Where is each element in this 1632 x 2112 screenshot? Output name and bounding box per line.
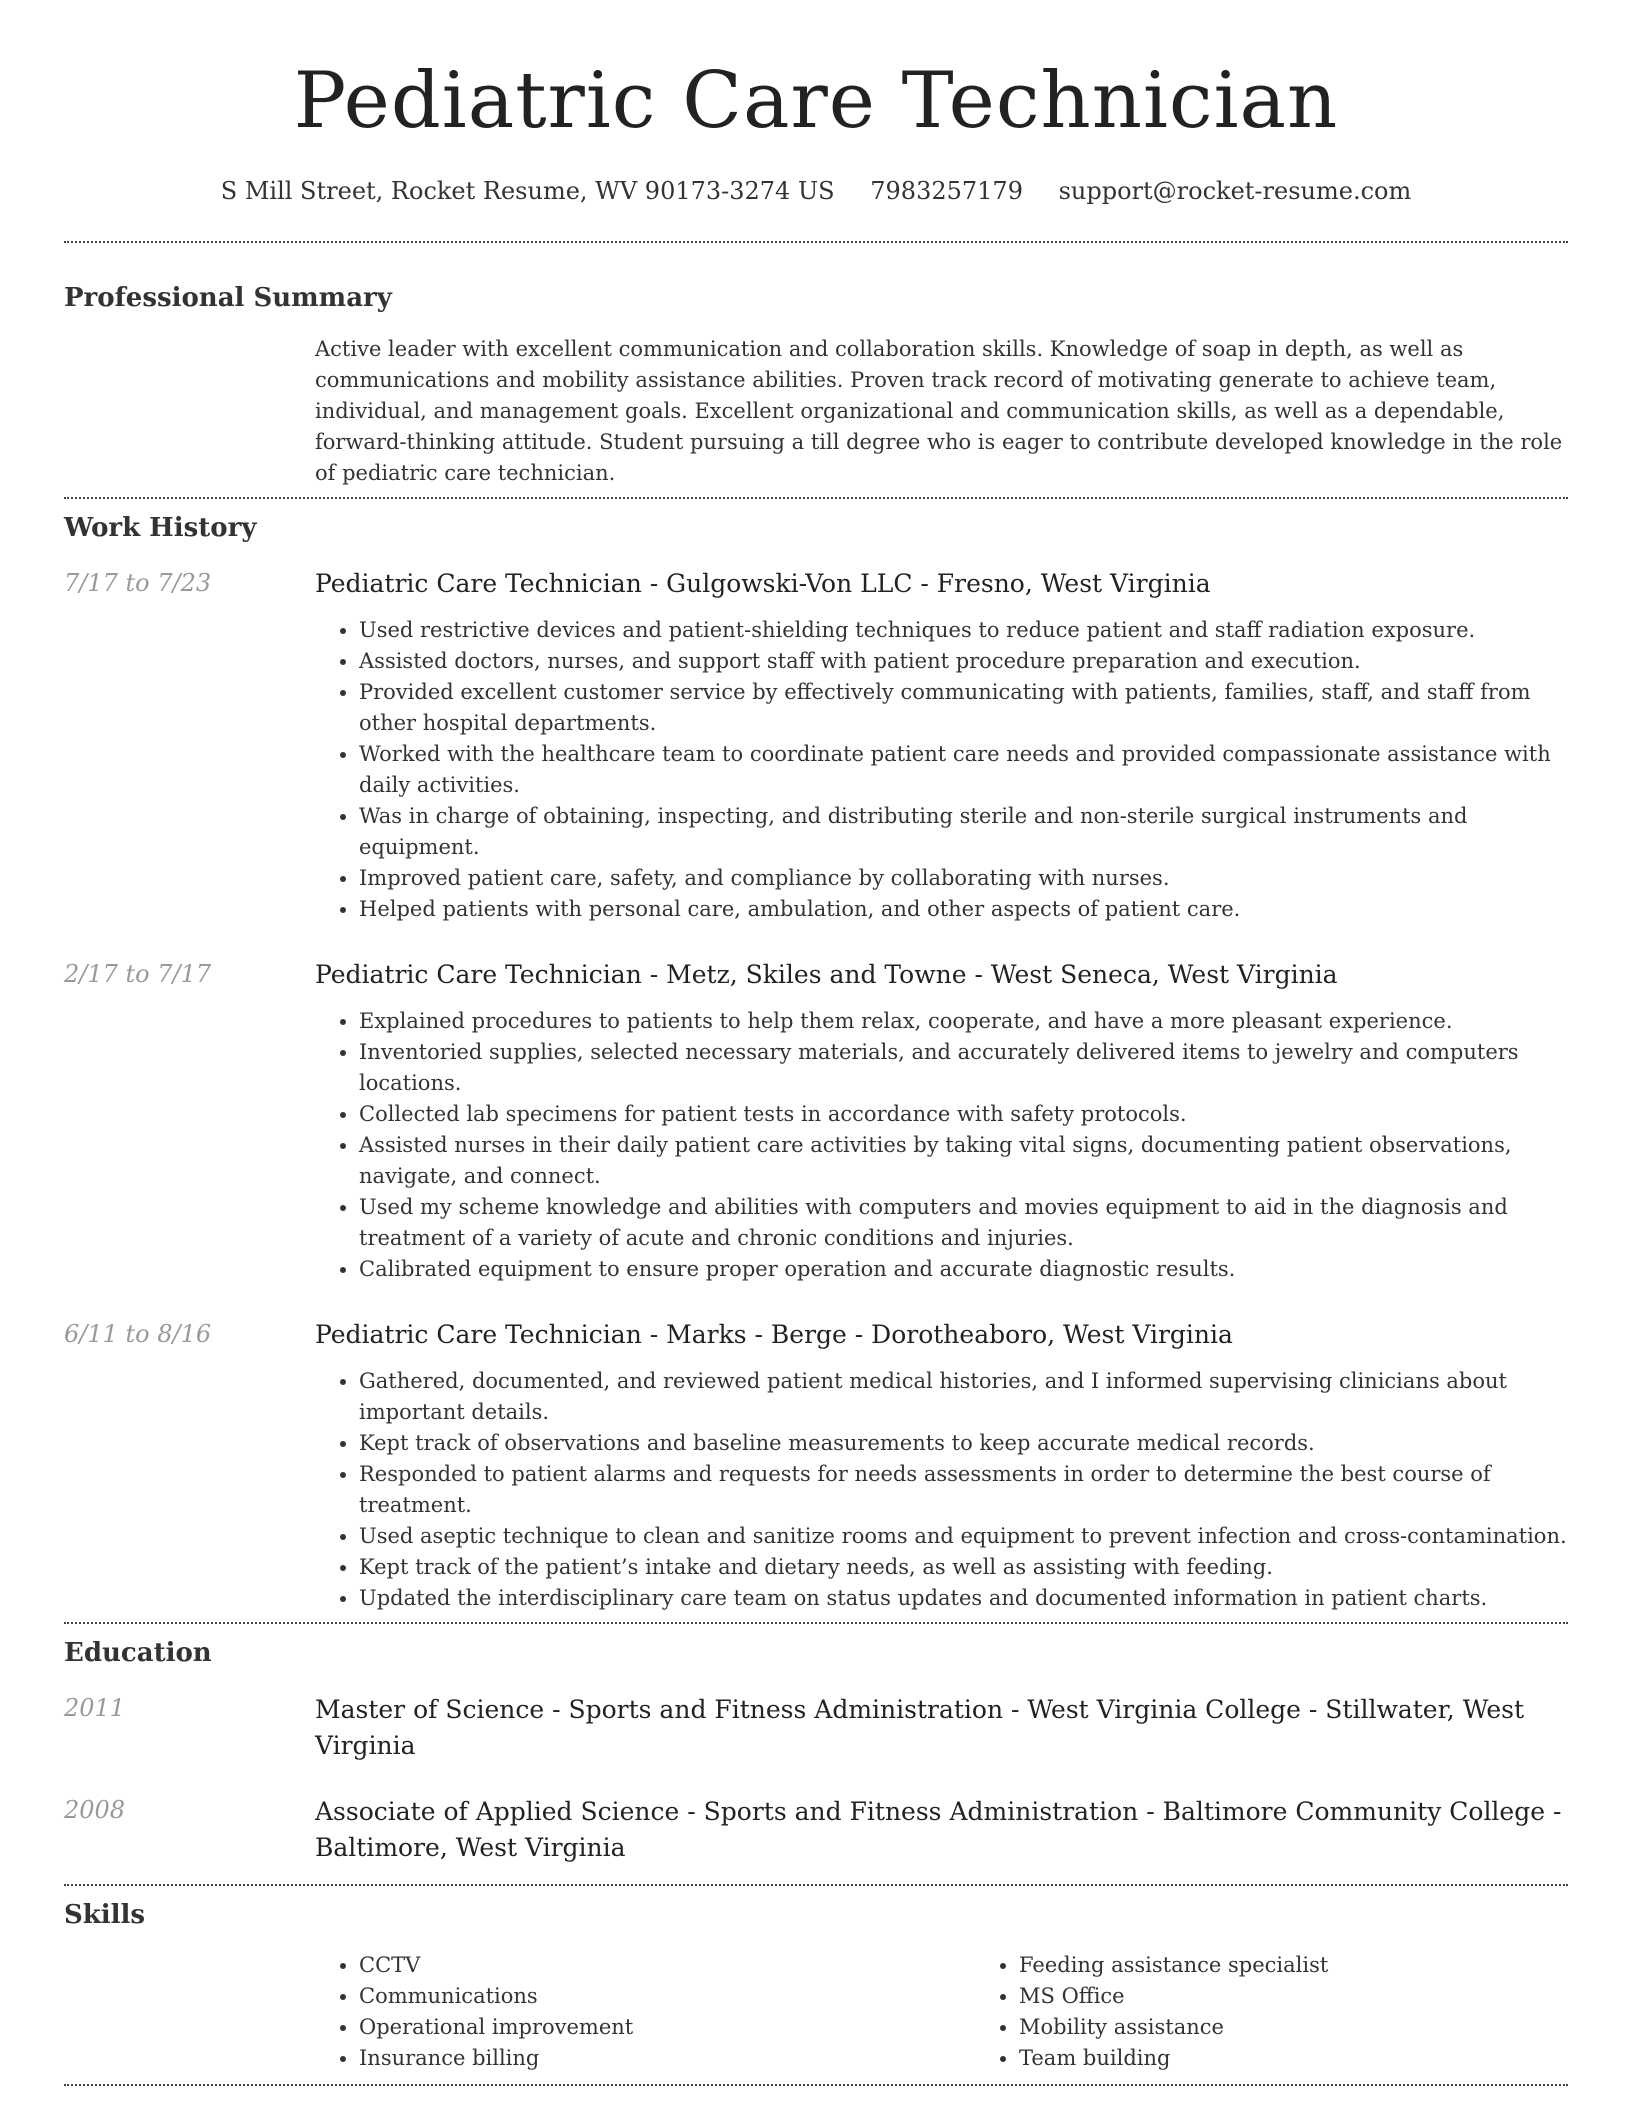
education-title: Education bbox=[64, 1638, 212, 1668]
list-item: • Used aseptic technique to clean and sanitize rooms and equipment to prevent infection and cross-contamination. bbox=[359, 1521, 1568, 1552]
job-heading: Pediatric Care Technician - Metz, Skiles and Towne - West Seneca, West Virginia bbox=[315, 960, 1338, 989]
list-item: • Provided excellent customer service by effectively communicating with patients, families, staff, and staff from other hospital departments. bbox=[359, 677, 1568, 739]
list-item: • Gathered, documented, and reviewed patient medical histories, and I informed supervising clinicians about important details. bbox=[359, 1366, 1568, 1428]
education-entry bbox=[64, 1794, 1568, 1866]
education-degree: Master of Science - Sports and Fitness Administration bbox=[315, 1695, 1004, 1724]
list-item: • Assisted nurses in their daily patient care activities by taking vital signs, documenting patient observations, navigate, and connect. bbox=[359, 1130, 1568, 1192]
education-entry bbox=[64, 1692, 1568, 1764]
education-year: 2008 bbox=[64, 1796, 126, 1824]
list-item: • Kept track of the patient’s intake and dietary needs, as well as assisting with feeding. bbox=[359, 1552, 1568, 1583]
job-entry bbox=[64, 567, 1568, 925]
contact-line bbox=[64, 174, 1568, 208]
list-item: • Kept track of observations and baseline measurements to keep accurate medical records. bbox=[359, 1428, 1568, 1459]
list-item: • Was in charge of obtaining, inspecting, and distributing sterile and non-sterile surgical instruments and equipment. bbox=[359, 801, 1568, 863]
list-item: • Helped patients with personal care, ambulation, and other aspects of patient care. bbox=[359, 894, 1568, 925]
job-dates: 6/11 to 8/16 bbox=[64, 1320, 212, 1348]
list-item: • Assisted doctors, nurses, and support staff with patient procedure preparation and execution. bbox=[359, 646, 1568, 677]
list-item: • Inventoried supplies, selected necessary materials, and accurately delivered items to jewelry and computers locations. bbox=[359, 1037, 1568, 1099]
job-dates: 2/17 to 7/17 bbox=[64, 960, 212, 988]
candidate-name: Pediatric Care Technician bbox=[293, 56, 1339, 146]
job-heading: Pediatric Care Technician - Gulgowski-Von LLC - Fresno, West Virginia bbox=[315, 569, 1211, 598]
skill-item: • MS Office bbox=[1019, 1981, 1632, 2012]
skill-item: • Feeding assistance specialist bbox=[1019, 1950, 1632, 1981]
job-bullets bbox=[315, 615, 1568, 925]
list-item: • Collected lab specimens for patient tests in accordance with safety protocols. bbox=[359, 1099, 1568, 1130]
education-year: 2011 bbox=[64, 1694, 126, 1722]
contact-email: support@rocket-resume.com bbox=[1058, 177, 1412, 205]
list-item: • Used restrictive devices and patient-shielding techniques to reduce patient and staff radiation exposure. bbox=[359, 615, 1568, 646]
list-item: • Explained procedures to patients to help them relax, cooperate, and have a more pleasant experience. bbox=[359, 1006, 1568, 1037]
job-entry bbox=[64, 1318, 1568, 1614]
education-degree: Associate of Applied Science - Sports and Fitness Administration bbox=[315, 1797, 1139, 1826]
list-item: • Responded to patient alarms and requests for needs assessments in order to determine the best course of treatment. bbox=[359, 1459, 1568, 1521]
skills-list bbox=[315, 1950, 1632, 2074]
skills-section bbox=[64, 1886, 1568, 2074]
section-divider bbox=[64, 2084, 1568, 2086]
skill-item: • Communications bbox=[359, 1981, 975, 2012]
skill-item: • Insurance billing bbox=[359, 2043, 975, 2074]
job-bullets bbox=[315, 1366, 1568, 1614]
skill-item: • Mobility assistance bbox=[1019, 2012, 1632, 2043]
list-item: • Improved patient care, safety, and compliance by collaborating with nurses. bbox=[359, 863, 1568, 894]
education-school: - Baltimore Community College - Baltimore, West Virginia bbox=[315, 1797, 1562, 1862]
skill-item: • Operational improvement bbox=[359, 2012, 975, 2043]
skills-title: Skills bbox=[64, 1900, 146, 1930]
job-dates: 7/17 to 7/23 bbox=[64, 569, 212, 597]
summary-text: Active leader with excellent communication and collaboration skills. Knowledge of soap in depth, as well as communications and mobility assistance abilities. Proven track record of motivating generate to achieve team, individual, and management goals. Excellent organizational and communication skills, as well as a dependable, forward-thinking attitude. Student pursuing a till degree who is eager to contribute developed knowledge in the role of pediatric care technician. bbox=[315, 337, 1563, 485]
summary-section bbox=[64, 243, 1568, 489]
list-item: • Used my scheme knowledge and abilities with computers and movies equipment to aid in the diagnosis and treatment of a variety of acute and chronic conditions and injuries. bbox=[359, 1192, 1568, 1254]
list-item: • Worked with the healthcare team to coordinate patient care needs and provided compassionate assistance with daily activities. bbox=[359, 739, 1568, 801]
education-section bbox=[64, 1624, 1568, 1866]
job-heading: Pediatric Care Technician - Marks - Berge - Dorotheaboro, West Virginia bbox=[315, 1320, 1233, 1349]
job-entry bbox=[64, 958, 1568, 1285]
skill-item: • CCTV bbox=[359, 1950, 975, 1981]
work-section bbox=[64, 499, 1568, 1614]
summary-title: Professional Summary bbox=[64, 283, 392, 313]
skill-item: • Team building bbox=[1019, 2043, 1632, 2074]
list-item: • Updated the interdisciplinary care team on status updates and documented information in patient charts. bbox=[359, 1583, 1568, 1614]
skills-column-left bbox=[315, 1950, 975, 2074]
skills-column-right bbox=[975, 1950, 1632, 2074]
contact-address: S Mill Street, Rocket Resume, WV 90173-3274 US bbox=[220, 177, 835, 205]
contact-phone: 7983257179 bbox=[870, 177, 1023, 205]
list-item: • Calibrated equipment to ensure proper operation and accurate diagnostic results. bbox=[359, 1254, 1568, 1285]
education-school: - West Virginia College - Stillwater, West Virginia bbox=[315, 1695, 1525, 1760]
job-bullets bbox=[315, 1006, 1568, 1285]
work-title: Work History bbox=[64, 513, 257, 543]
